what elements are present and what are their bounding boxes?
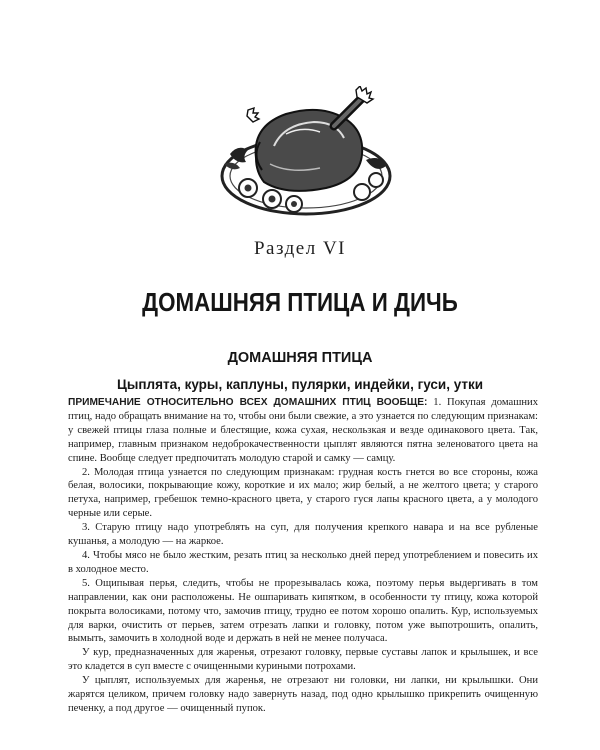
paragraph: 5. Ощипывая перья, следить, чтобы не прорезывалась кожа, поэтому перья выдергивать в том направлении, как они расположены. Не ошпаривать кипятком, в особенности ту птицу, кожа которой покрыта волосиками, потому что, замочив птицу, трудно ее потом хорошо опалить. Кур, используемых для варки, очистить от перьев, затем отрезать лапки и головку, потом уже выпотрошить, опалить, вымыть, замочить в холодной воде и держать в ней не менее получаса. (68, 577, 538, 645)
paragraph: У цыплят, используемых для жаренья, не отрезают ни головки, ни лапки, ни крылышки. Они жарятся целиком, причем головку надо завернуть назад, под одно крылышко прикрепить очищенную печенку, а под другое — очищенный пупок. (68, 675, 538, 714)
paragraph (68, 396, 538, 466)
sub-subheading: Цыплята, куры, каплуны, пулярки, индейки, гуси, утки (116, 377, 484, 392)
chapter-title: ДОМАШНЯЯ ПТИЦА И ДИЧЬ (142, 287, 458, 317)
body-text (68, 396, 538, 716)
note-lead: ПРИМЕЧАНИЕ ОТНОСИТЕЛЬНО ВСЕХ ДОМАШНИХ ПТИЦ ВООБЩЕ: (68, 397, 428, 408)
section-label: Раздел VI (253, 238, 347, 259)
subheading: ДОМАШНЯЯ ПТИЦА (227, 350, 373, 366)
paragraph-text: 1. Покупая домашних птиц, надо обращать внимание на то, чтобы они были свежие, а это узнается по следующим признакам: у свежей птицы глаза полные и блестящие, кожа сухая, нескользкая и везде одинакового цвета. Так, например, главным признаком недоброкачественности цыплят являются пятна зеленоватого цвета на спине. Вообще следует предпочитать молодую старой и самку — самцу. (68, 397, 538, 464)
paragraph: 4. Чтобы мясо не было жестким, резать птиц за несколько дней перед употреблением и повесить их в холодное место. (68, 549, 538, 575)
paragraph: 3. Старую птицу надо употреблять на суп, для получения крепкого навара и на все рубленые кушанья, а молодую — на жаркое. (68, 522, 538, 548)
paragraph: 2. Молодая птица узнается по следующим признакам: грудная кость гнется во все стороны, кожа белая, волосики, покрывающие кожу, короткие и их мало; жир белый, а не желтого цвета; у старого петуха, например, гребешок темно-красного цвета, у старого гуся лапы красного цвета, а у молодого черные или серые. (68, 466, 538, 520)
paragraph: У кур, предназначенных для жаренья, отрезают головку, первые суставы лапок и крылышек, и все это кладется в суп вместе с очищенными куриными потрохами. (68, 647, 538, 673)
roast-bird-on-platter-icon (216, 86, 396, 221)
